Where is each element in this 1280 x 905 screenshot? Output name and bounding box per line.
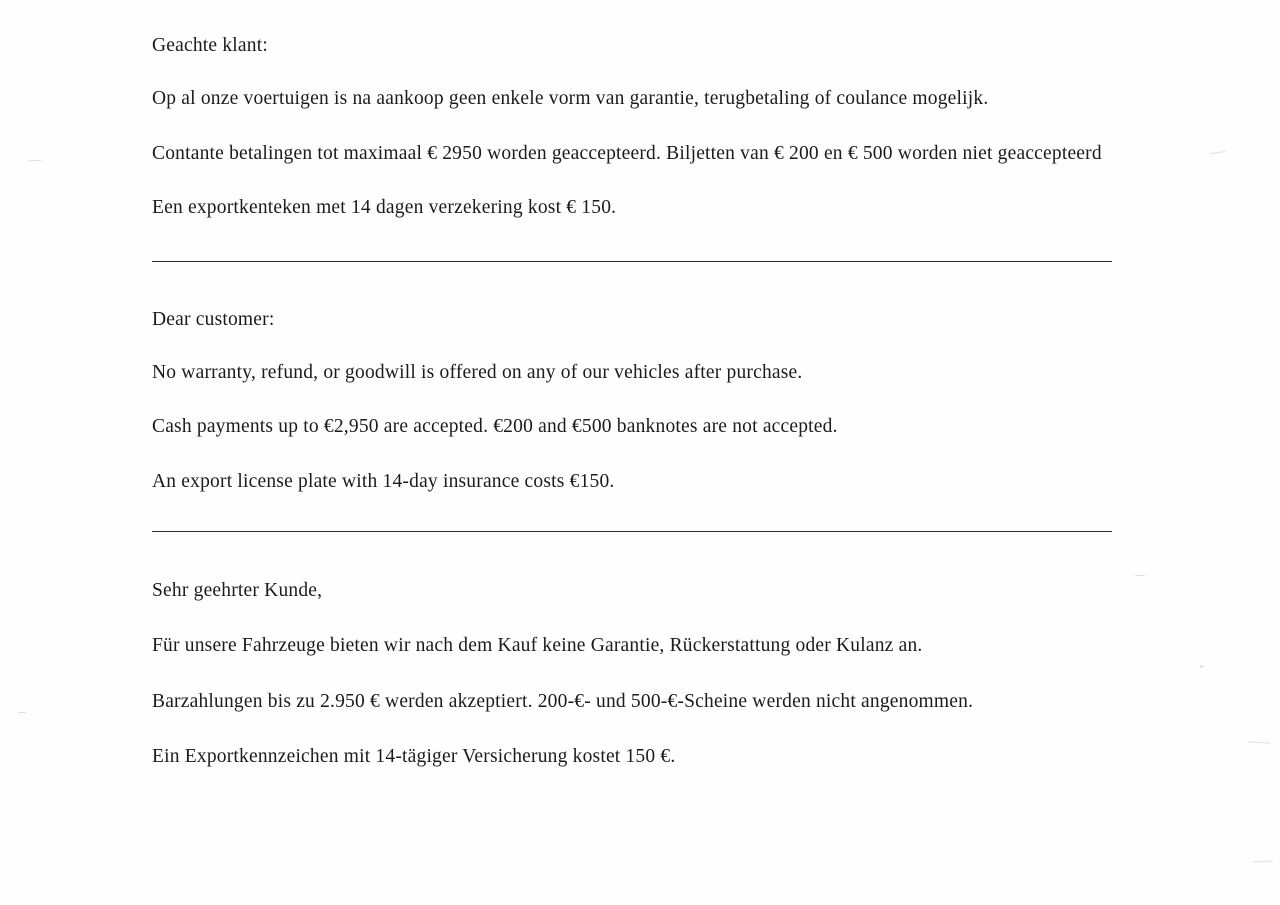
salutation-dutch: Geachte klant: <box>152 35 268 56</box>
scan-artifact <box>1253 860 1273 862</box>
paragraph-german-export-plate: Ein Exportkennzeichen mit 14-tägiger Versicherung kostet 150 €. <box>152 746 676 768</box>
scan-artifact <box>1248 741 1270 743</box>
document-body <box>152 34 1152 770</box>
paragraph-dutch-export-plate: Een exportkenteken met 14 dagen verzekering kost € 150. <box>152 197 617 219</box>
salutation-english: Dear customer: <box>152 308 275 330</box>
section-dutch <box>152 34 1152 221</box>
paragraph-dutch-cash: Contante betalingen tot maximaal € 2950 worden geaccepteerd. Biljetten van € 200 en € 500 worden niet geaccepteerd <box>152 142 1102 164</box>
scan-artifact <box>28 160 42 161</box>
salutation-german: Sehr geehrter Kunde, <box>152 580 323 601</box>
paragraph-english-export-plate: An export license plate with 14-day insurance costs €150. <box>152 470 615 492</box>
scan-artifact <box>1200 665 1203 668</box>
paragraph-english-warranty: No warranty, refund, or goodwill is offered on any of our vehicles after purchase. <box>152 361 803 383</box>
section-german <box>152 579 1152 770</box>
paragraph-german-warranty: Für unsere Fahrzeuge bieten wir nach dem Kauf keine Garantie, Rückerstattung oder Kulanz an. <box>152 635 923 657</box>
paragraph-english-cash: Cash payments up to €2,950 are accepted. €200 and €500 banknotes are not accepted. <box>152 416 838 438</box>
scan-artifact <box>18 712 26 713</box>
scan-artifact <box>1210 151 1226 154</box>
divider-1-wrapper <box>152 221 1152 262</box>
paragraph-dutch-warranty: Op al onze voertuigen is na aankoop geen enkele vorm van garantie, terugbetaling of coulance mogelijk. <box>152 88 989 110</box>
paragraph-german-cash: Barzahlungen bis zu 2.950 € werden akzeptiert. 200-€- und 500-€-Scheine werden nicht angenommen. <box>152 690 974 712</box>
section-english <box>152 308 1152 495</box>
divider-2-wrapper <box>152 494 1152 532</box>
